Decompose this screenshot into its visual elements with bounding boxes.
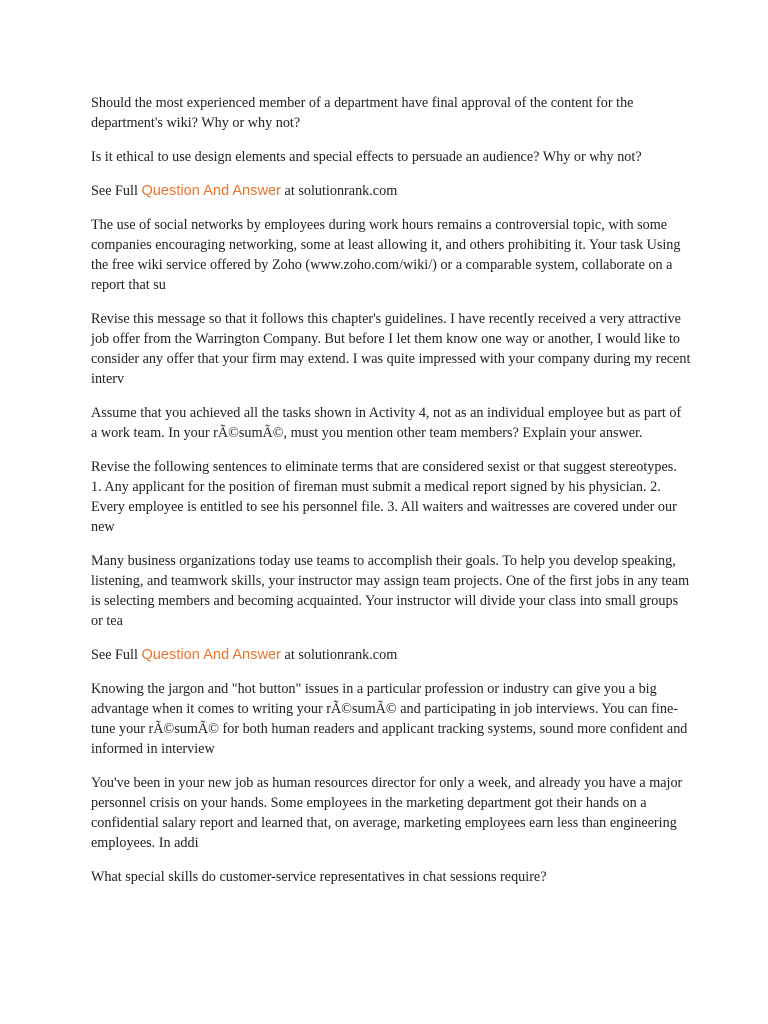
question-paragraph: You've been in your new job as human resources director for only a week, and already you have a major personnel crisis on your hands. Some employees in the marketing department got their hands on a confidential salary report and learned that, on average, marketing employees earn less than engineering employees. In addi [91, 775, 683, 851]
see-full-suffix: at solutionrank.com [281, 647, 398, 663]
see-full-line [91, 181, 691, 201]
question-paragraph: Knowing the jargon and "hot button" issues in a particular profession or industry can give you a big advantage when it comes to writing your rÃ©sumÃ© and participating in job interviews. You can fine-tune your rÃ©sumÃ© for both human readers and applicant tracking systems, sound more confident and informed in interview [91, 681, 688, 757]
question-paragraph: Revise this message so that it follows this chapter's guidelines. I have recently received a very attractive job offer from the Warrington Company. But before I let them know one way or another, I would like to consider any offer that your firm may extend. I was quite impressed with your company during my recent interv [91, 311, 691, 387]
question-paragraph: Revise the following sentences to eliminate terms that are considered sexist or that suggest stereotypes. 1. Any applicant for the position of fireman must submit a medical report signed by his physician. 2. Every employee is entitled to see his personnel file. 3. All waiters and waitresses are covered under our new [91, 459, 677, 535]
question-and-answer-link[interactable]: Question And Answer [141, 183, 281, 199]
question-paragraph: Should the most experienced member of a department have final approval of the content for the department's wiki? Why or why not? [91, 95, 634, 131]
see-full-suffix: at solutionrank.com [281, 183, 398, 199]
see-full-prefix: See Full [91, 183, 142, 199]
question-paragraph: Many business organizations today use teams to accomplish their goals. To help you develop speaking, listening, and teamwork skills, your instructor may assign team projects. One of the first jobs in any team is selecting members and becoming acquainted. Your instructor will divide your class into small groups or tea [91, 553, 690, 629]
see-full-prefix: See Full [91, 647, 142, 663]
see-full-line [91, 645, 691, 665]
document-body [91, 93, 691, 901]
question-and-answer-link[interactable]: Question And Answer [141, 647, 281, 663]
question-paragraph: What special skills do customer-service representatives in chat sessions require? [91, 869, 547, 885]
question-paragraph: The use of social networks by employees during work hours remains a controversial topic, with some companies encouraging networking, some at least allowing it, and others prohibiting it. Your task Using the free wiki service offered by Zoho (www.zoho.com/wiki/) or a comparable system, collaborate on a report that su [91, 217, 681, 293]
question-paragraph: Is it ethical to use design elements and special effects to persuade an audience? Why or why not? [91, 149, 642, 165]
question-paragraph: Assume that you achieved all the tasks shown in Activity 4, not as an individual employee but as part of a work team. In your rÃ©sumÃ©, must you mention other team members? Explain your answer. [91, 405, 682, 441]
